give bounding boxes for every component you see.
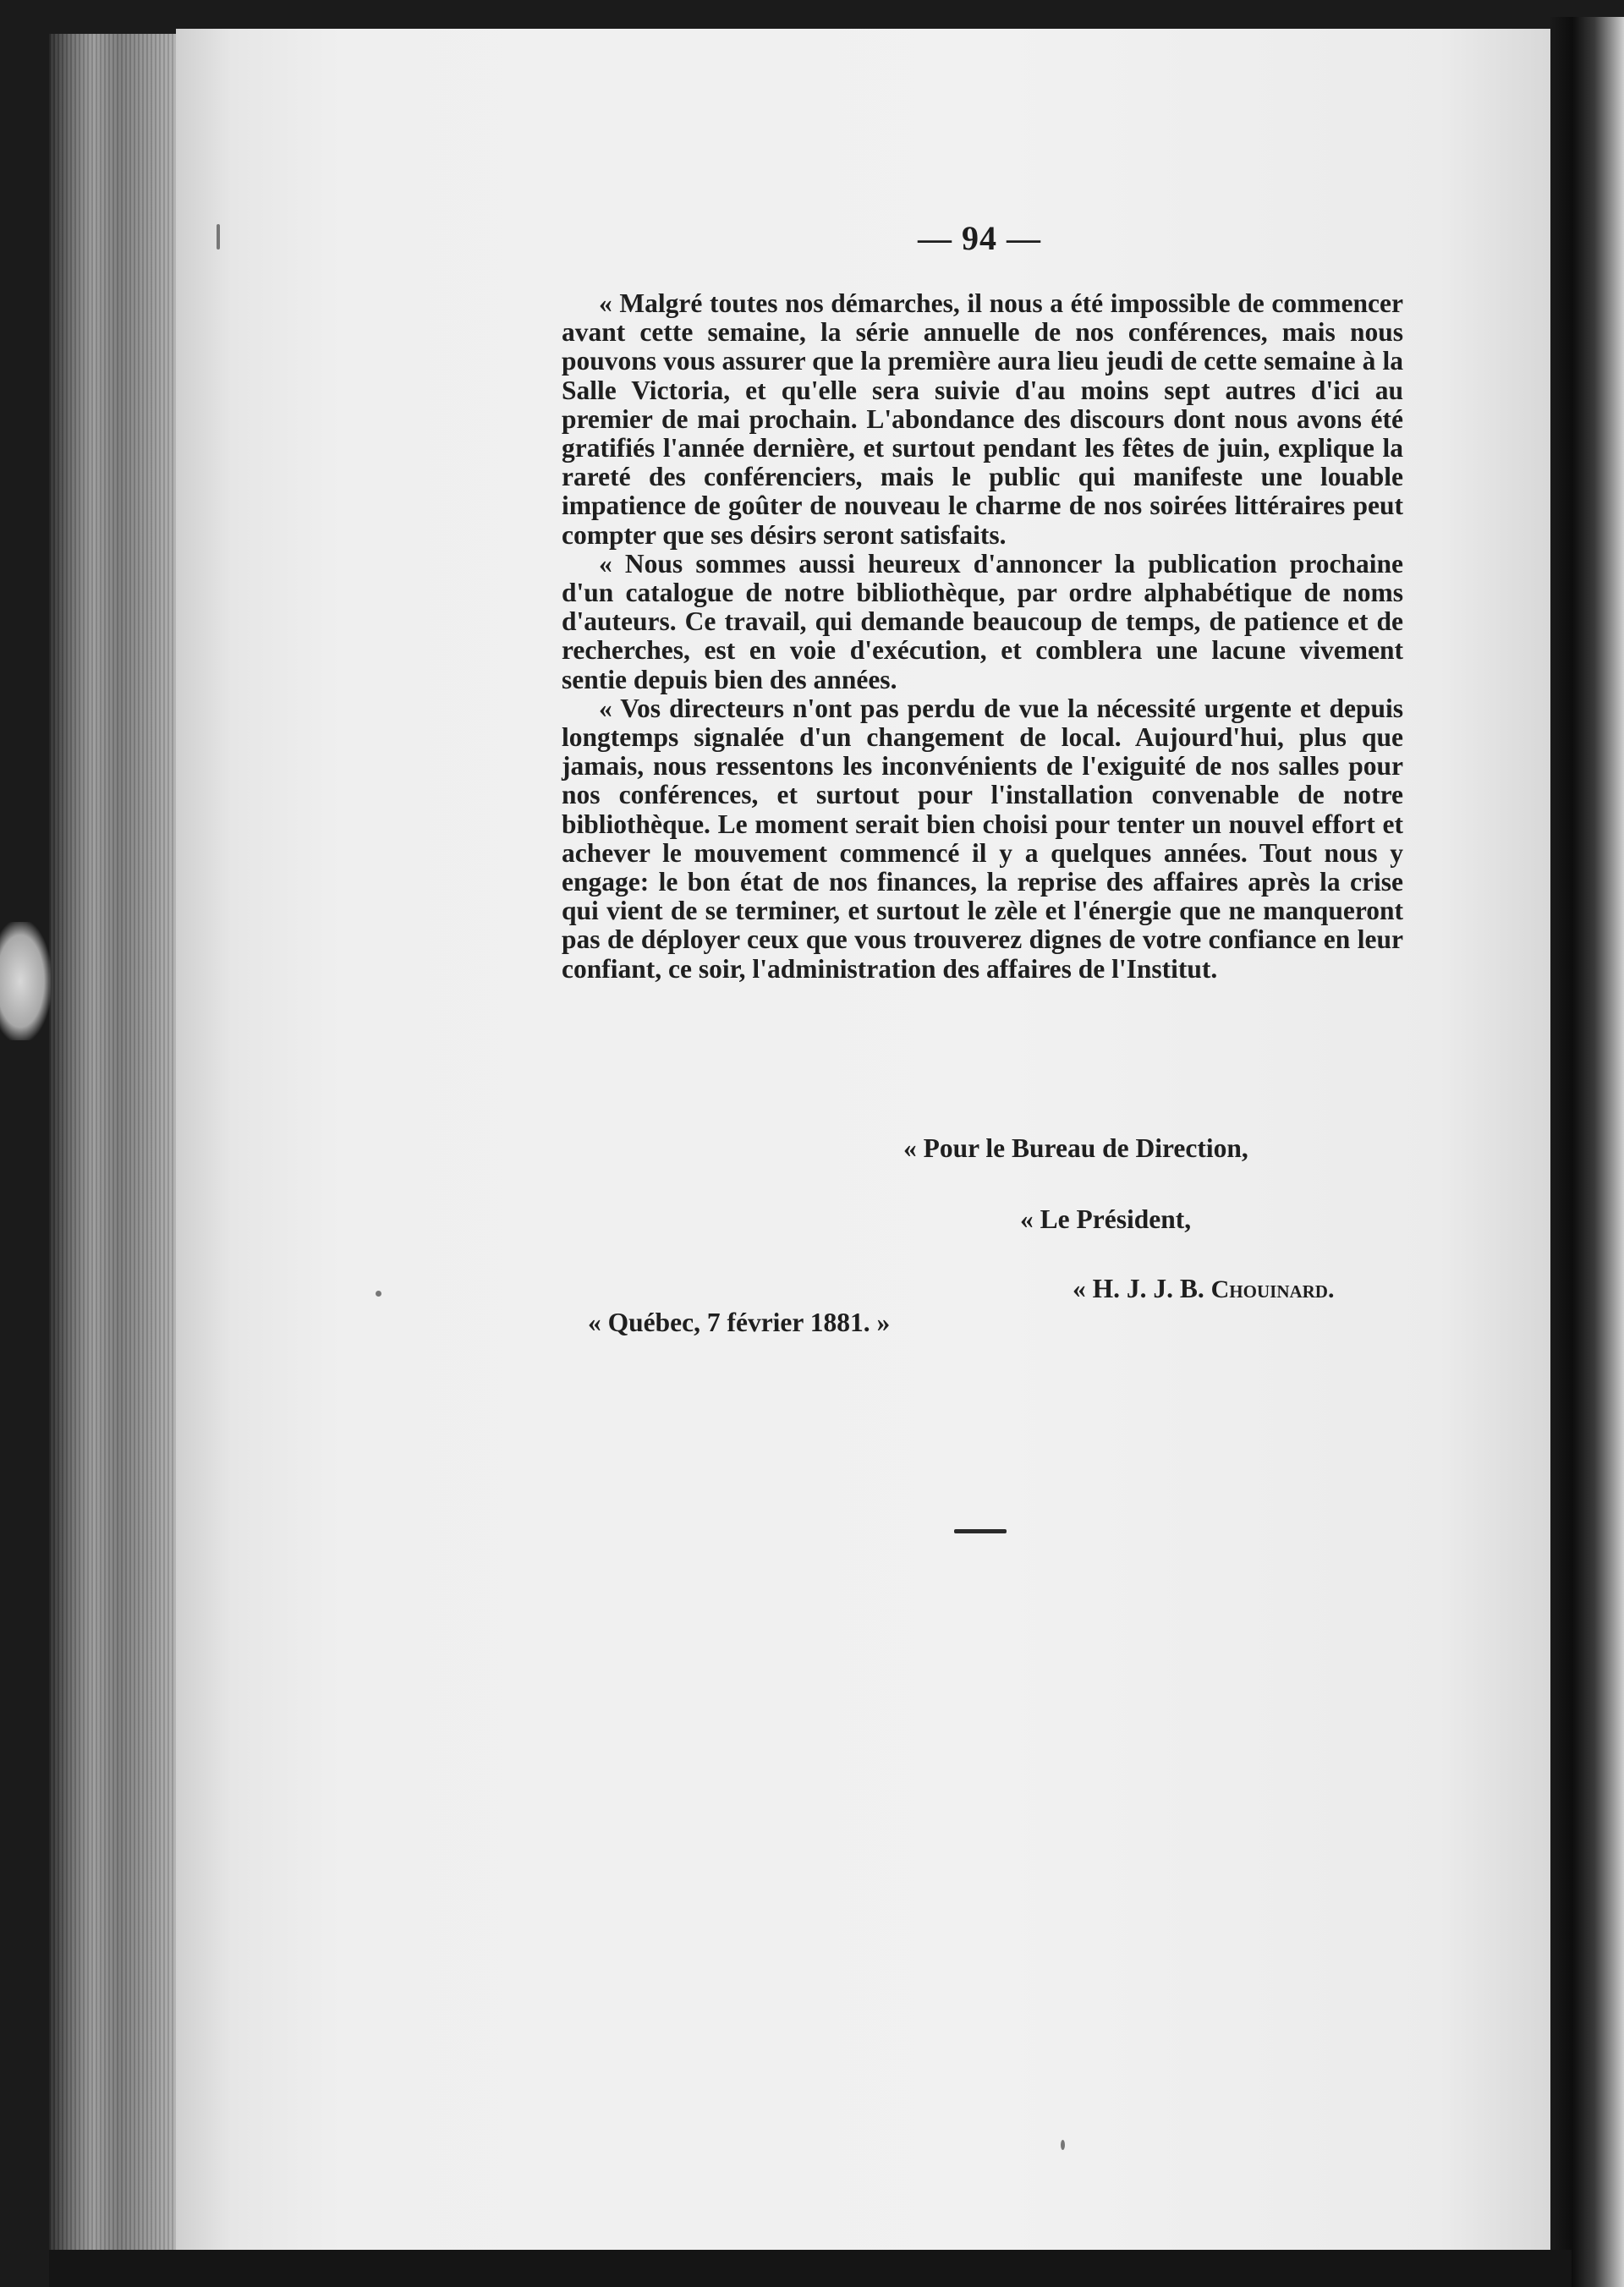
- bottom-shadow: [49, 2250, 1572, 2287]
- paragraph-conferences: « Malgré toutes nos démarches, il nous a été impossible de commencer avant cette semaine, la série annuelle de nos conférences, mais nous pouvons vous assurer que la première aura lieu jeudi de cette semaine à la Salle Victoria, et qu'elle sera suivie d'au moins sept autres d'ici au premier de mai prochain. L'abondance des discours dont nous avons été gratifiés l'année dernière, et surtout pendant les fêtes de juin, explique la rareté des conférenciers, mais le public qui manifeste une louable impatience de goûter de nouveau le charme de nos soirées littéraires peut compter que ses désirs seront satisfaits.: [562, 288, 1403, 550]
- ink-speck: [376, 1291, 381, 1297]
- signature-surname: Chouinard.: [1210, 1275, 1335, 1303]
- paragraph-catalogue: « Nous sommes aussi heureux d'annoncer la publication prochaine d'un catalogue de notre bibliothèque, par ordre alphabétique de noms d'auteurs. Ce travail, qui demande beaucoup de temps, de patience et de recherches, est en voie d'exécution, et comblera une lacune vivement sentie depuis bien des années.: [562, 548, 1403, 694]
- signature-bureau: « Pour le Bureau de Direction,: [903, 1133, 1248, 1163]
- closing-rule: [954, 1529, 1007, 1533]
- signature-role: « Le Président,: [1020, 1204, 1192, 1234]
- date-line: « Québec, 7 février 1881. »: [588, 1308, 891, 1337]
- signature-name: [1073, 1274, 1334, 1304]
- page-damage-mark: [0, 922, 51, 1040]
- ink-speck: [217, 224, 220, 250]
- paragraph-local: « Vos directeurs n'ont pas perdu de vue la nécessité urgente et depuis longtemps signalée d'un changement de local. Aujourd'hui, plus que jamais, nous ressentons les inconvénients de l'exiguité de nos salles pour nos conférences, et surtout pour l'installation convenable de notre bibliothèque. Le moment serait bien choisi pour tenter un nouvel effort et achever le mouvement commencé il y a quelques années. Tout nous y engage: le bon état de nos finances, la reprise des affaires après la crise qui vient de se terminer, et surtout le zèle et l'énergie que ne manqueront pas de déployer ceux que vous trouverez dignes de votre confiance en leur confiant, ce soir, l'administration des affaires de l'Institut.: [562, 693, 1403, 984]
- page-number: — 94 —: [918, 219, 1041, 257]
- signature-name-prefix: « H. J. J. B.: [1073, 1274, 1211, 1303]
- right-gutter: [1550, 17, 1624, 2287]
- book-page-edges: [49, 34, 176, 2267]
- ink-speck: [1061, 2140, 1065, 2150]
- body-text: [562, 289, 1403, 984]
